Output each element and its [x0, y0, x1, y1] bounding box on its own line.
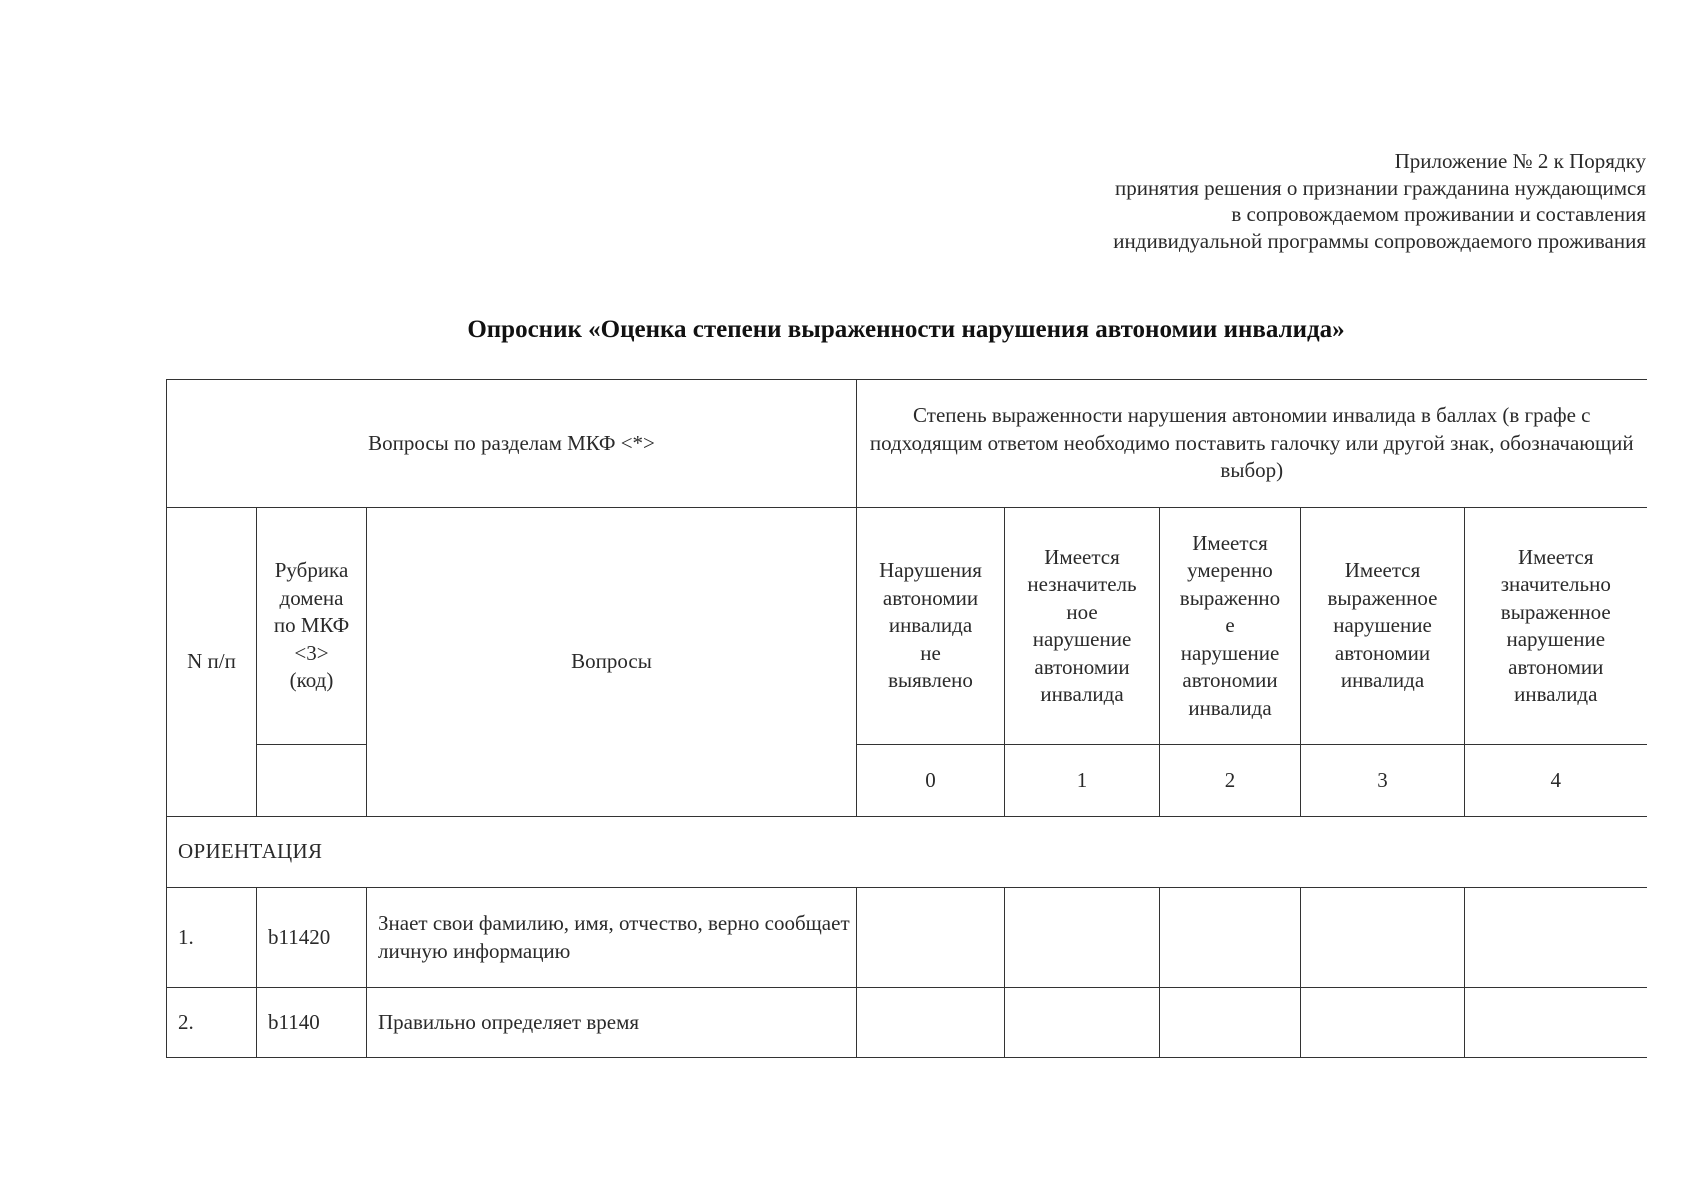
icf-code-blank-cell [257, 745, 367, 817]
header-line: инвалида [1188, 695, 1272, 720]
header-line: ное [1066, 599, 1098, 624]
header-line: инвалида [888, 613, 973, 638]
column-header-icf-code [257, 508, 367, 745]
appendix-header [1113, 148, 1646, 254]
answer-cell-3[interactable] [1301, 988, 1465, 1058]
header-line: Рубрика [274, 558, 349, 583]
header-line: выраженное [1500, 599, 1611, 624]
header-line: инвалида [1040, 682, 1124, 706]
header-line: Имеется [1344, 558, 1421, 583]
appendix-line: принятия решения о признании гражданина нуждающимся [1114, 175, 1646, 200]
score-value-4: 4 [1465, 745, 1647, 817]
answer-cell-2[interactable] [1160, 988, 1301, 1058]
score-value-2: 2 [1160, 745, 1301, 817]
header-line: по МКФ [273, 613, 350, 638]
score-value-3: 3 [1301, 745, 1465, 817]
header-line: Имеется [1192, 530, 1268, 555]
header-line: нарушение [1506, 627, 1606, 651]
header-line: выявлено [888, 668, 973, 693]
header-line: нарушение [1032, 627, 1132, 651]
row-number: 1. [167, 888, 257, 988]
column-header-number: N п/п [167, 508, 257, 817]
header-line: домена [279, 585, 344, 610]
header-line: незначитель [1027, 572, 1137, 596]
header-line: автономии [882, 585, 979, 610]
header-line: (код) [289, 668, 334, 693]
appendix-line: индивидуальной программы сопровождаемого проживания [1113, 228, 1646, 253]
header-line: автономии [1034, 654, 1130, 679]
degree-group-header: Степень выраженности нарушения автономии инвалида в баллах (в графе с подходящим ответом необходимо поставить галочку или другой знак, обозначающий выбор) [857, 380, 1647, 508]
row-number: 2. [167, 988, 257, 1058]
appendix-line: в сопровождаемом проживании и составления [1231, 202, 1646, 226]
answer-cell-3[interactable] [1301, 888, 1465, 988]
row-icf-code: b1140 [257, 988, 367, 1058]
answer-cell-1[interactable] [1005, 888, 1160, 988]
header-line: автономии [1334, 640, 1431, 665]
header-line: автономии [1182, 668, 1278, 693]
header-line: е [1225, 613, 1235, 638]
questionnaire-table [166, 379, 1647, 1058]
document-title: Опросник «Оценка степени выраженности нарушения автономии инвалида» [467, 316, 1345, 343]
answer-cell-0[interactable] [857, 988, 1005, 1058]
score-header-4 [1465, 508, 1647, 745]
header-line: выраженное [1327, 585, 1438, 610]
row-icf-code: b11420 [257, 888, 367, 988]
header-line: умеренно [1187, 558, 1273, 583]
header-line: <3> [294, 640, 329, 665]
answer-cell-4[interactable] [1465, 988, 1647, 1058]
column-header-questions: Вопросы [367, 508, 857, 817]
header-line: инвалида [1340, 668, 1425, 693]
header-line: автономии [1508, 654, 1604, 679]
row-question: Правильно определяет время [367, 988, 857, 1058]
score-header-0 [857, 508, 1005, 745]
questions-group-header: Вопросы по разделам МКФ <*> [167, 380, 857, 508]
header-line: выраженно [1179, 585, 1281, 610]
answer-cell-1[interactable] [1005, 988, 1160, 1058]
score-header-2 [1160, 508, 1301, 745]
answer-cell-2[interactable] [1160, 888, 1301, 988]
score-value-0: 0 [857, 745, 1005, 817]
header-line: инвалида [1514, 682, 1598, 706]
header-line: значительно [1500, 572, 1611, 596]
answer-cell-4[interactable] [1465, 888, 1647, 988]
appendix-line: Приложение № 2 к Порядку [1394, 149, 1646, 173]
header-line: не [920, 640, 941, 665]
score-header-1 [1005, 508, 1160, 745]
section-heading: ОРИЕНТАЦИЯ [167, 817, 1647, 888]
score-header-3 [1301, 508, 1465, 745]
answer-cell-0[interactable] [857, 888, 1005, 988]
table-row [167, 888, 1647, 988]
score-value-1: 1 [1005, 745, 1160, 817]
header-line: нарушение [1180, 640, 1280, 665]
header-line: Имеется [1518, 544, 1594, 569]
table-row [167, 988, 1647, 1058]
header-line: Нарушения [879, 558, 982, 583]
row-question: Знает свои фамилию, имя, отчество, верно сообщает личную информацию [367, 888, 857, 988]
header-line: Имеется [1044, 544, 1120, 569]
header-line: нарушение [1333, 613, 1432, 638]
